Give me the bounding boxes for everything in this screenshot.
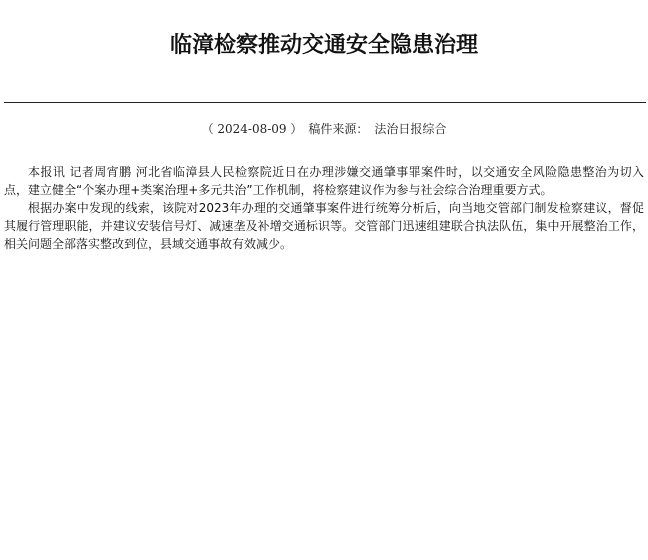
article-paragraph-2: 根据办案中发现的线索，该院对2023年办理的交通肇事案件进行统筹分析后，向当地交管部门制发检察建议，督促其履行管理职能，并建议安装信号灯、减速垄及补增交通标识等。交管部门迅速组建联合执法队伍，集中开展整治工作，相关问题全部落实整改到位，县域交通事故有效减少。 [4,201,644,251]
title-divider [4,102,646,103]
publish-date: （ 2024-08-09 ） [201,122,303,136]
article-title: 临漳检察推动交通安全隐患治理 [169,33,478,58]
source-value: 法治日报综合 [374,122,447,136]
article-meta [0,120,648,138]
source-label: 稿件来源： [308,122,369,136]
article-paragraph-1: 本报讯 记者周宵鹏 河北省临漳县人民检察院近日在办理涉嫌交通肇事罪案件时，以交通安全风险隐患整治为切入点，建立健全“个案办理+类案治理+多元共治”工作机制，将检察建议作为参与社会综合治理重要方式。 [4,165,644,197]
article-body [4,163,644,253]
